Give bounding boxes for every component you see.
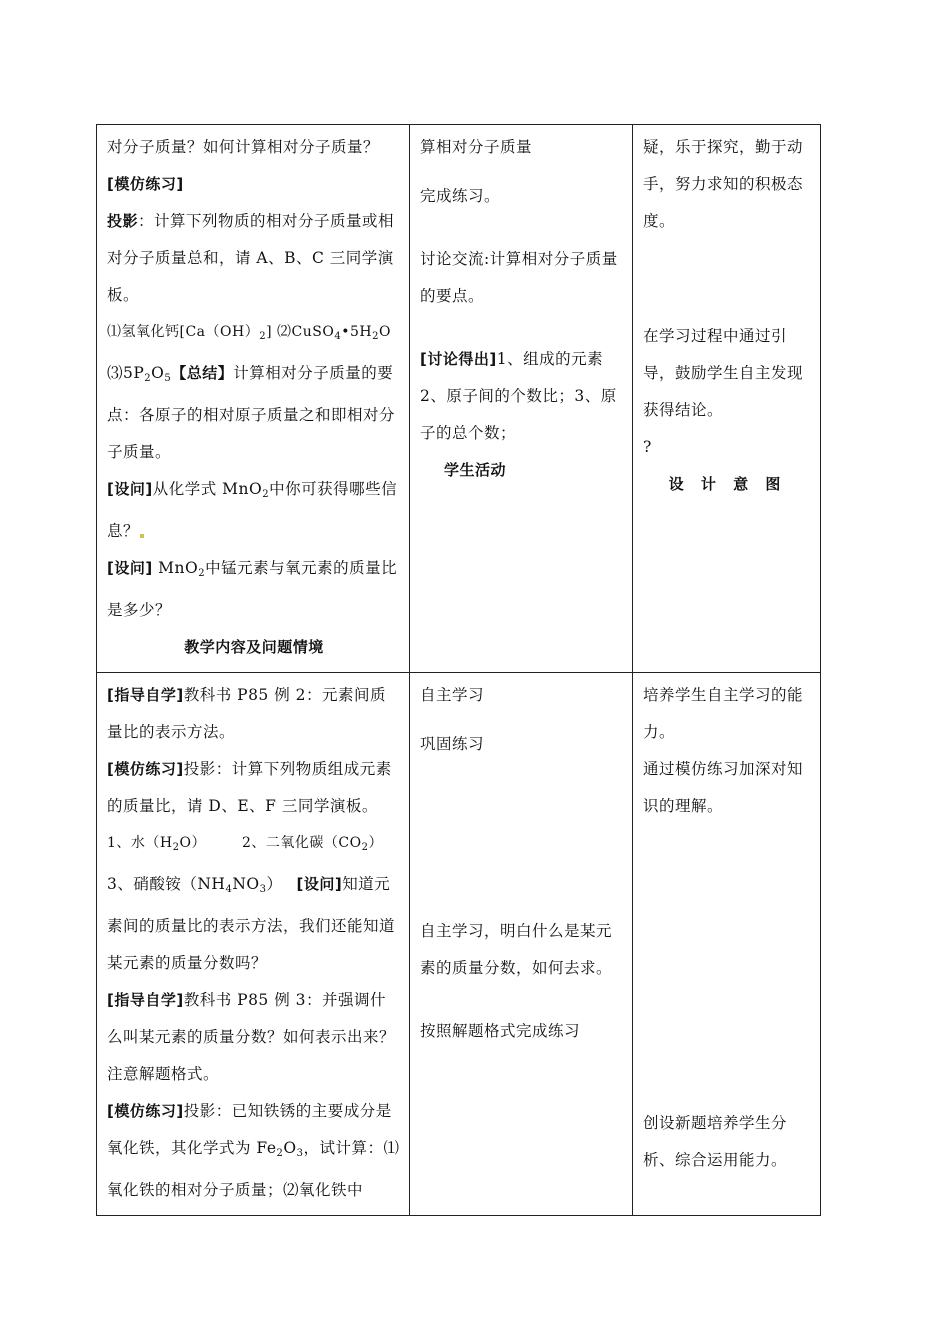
question-label: [设问] (107, 480, 153, 498)
imitate-paragraph (107, 751, 401, 825)
guide-paragraph (107, 677, 401, 751)
subscript: 4 (225, 884, 233, 895)
exercise-text: 1、水（H (107, 835, 173, 851)
exercise-text: ） (266, 875, 283, 893)
design-intent-cell (633, 673, 821, 1216)
exercise-text: 2、二氧化碳（CO (241, 835, 362, 851)
guide-paragraph (107, 982, 401, 1093)
summary-text: 计算相对分子质量的要点：各原子的相对原子质量之和即相对分子质量。 (107, 364, 396, 461)
exercise-text: NO (232, 875, 260, 893)
summary-paragraph (107, 355, 401, 471)
formula-text: ] ⑵CuSO (266, 324, 335, 340)
question-label: [设问] (296, 875, 343, 893)
conclusion-text: 1、组成的元素 2、原子间的个数比；3、原子的总个数； (420, 350, 617, 442)
text-line: 自主学习 (420, 686, 485, 704)
question-text: 中锰元素与氧元素的质量比是多少？ (107, 559, 398, 619)
lesson-plan-table (96, 124, 821, 1216)
conclusion-label: [讨论得出] (420, 350, 497, 368)
text-line: 讨论交流:计算相对分子质量的要点。 (420, 250, 618, 305)
imitate-practice-heading: [模仿练习] (107, 175, 184, 193)
formula-text: O (378, 324, 391, 340)
projection-paragraph (107, 203, 401, 314)
text-line: 培养学生自主学习的能力。 (643, 686, 804, 741)
question-paragraph (107, 866, 401, 982)
column-heading: 教学内容及问题情境 (184, 638, 324, 656)
student-activity-cell (410, 673, 633, 1216)
text-line: 算相对分子质量 (420, 138, 533, 156)
imitate-text: 投影：已知铁锈的主要成分是氧化铁，其化学式为 Fe (107, 1102, 392, 1157)
conclusion-paragraph (420, 341, 624, 452)
guide-label: [指导自学] (107, 991, 184, 1009)
subscript: 4 (334, 331, 342, 342)
question-text: 中你可获得哪些信息？ (107, 480, 398, 540)
imitate-paragraph (107, 1093, 401, 1209)
subscript: 2 (276, 1148, 284, 1159)
subscript: 2 (262, 489, 270, 500)
formula-text: •5H (341, 324, 373, 340)
projection-label: 投影 (107, 212, 139, 230)
formula-text: ⑶5P (107, 364, 145, 382)
text-line: 通过模仿练习加深对知识的理解。 (643, 760, 804, 815)
text-line: 完成练习。 (420, 187, 501, 205)
formula-line (107, 314, 401, 355)
formula-text: ⑴氢氧化钙[Ca（OH） (107, 324, 260, 340)
question-text: 知道元素间的质量比的表示方法，我们还能知道某元素的质量分数吗？ (107, 875, 396, 972)
imitate-text: ，试计算：⑴氧化铁的相对分子质量；⑵氧化铁中 (107, 1139, 400, 1199)
imitate-label: [模仿练习] (107, 760, 184, 778)
subscript: 2 (198, 568, 206, 579)
subscript: 3 (259, 884, 267, 895)
guide-text: 教科书 P85 例 3：并强调什么叫某元素的质量分数？如何表示出来？注意解题格式。 (107, 991, 396, 1083)
question-text: 从化学式 MnO (152, 480, 263, 498)
text-line: 对分子质量？如何计算相对分子质量？ (107, 138, 380, 156)
table-row (97, 673, 821, 1216)
design-intent-cell (633, 125, 821, 673)
exercise-text: ） (368, 835, 383, 851)
exercise-text: O） (179, 835, 206, 851)
question-label: [设问] (107, 559, 153, 577)
column-heading: 设 计 意 图 (668, 475, 787, 493)
formula-text: O (151, 364, 165, 382)
subscript: 2 (144, 373, 152, 384)
table-row (97, 125, 821, 673)
text-line: 创设新题培养学生分析、综合运用能力。 (643, 1114, 788, 1169)
text-line: 巩固练习 (420, 735, 485, 753)
guide-text: 教科书 P85 例 2：元素间质量比的表示方法。 (107, 686, 387, 741)
text-line: 疑，乐于探究，勤于动手，努力求知的积极态度。 (643, 138, 804, 230)
question-text: MnO (152, 559, 199, 577)
teaching-content-cell (97, 125, 410, 673)
subscript: 2 (361, 842, 369, 853)
student-activity-cell (410, 125, 633, 673)
guide-label: [指导自学] (107, 686, 184, 704)
summary-label: 【总结】 (171, 364, 234, 382)
question-paragraph (107, 550, 401, 629)
highlight-mark (140, 534, 144, 538)
exercise-line (107, 825, 401, 866)
subscript: 2 (259, 331, 267, 342)
subscript: 2 (172, 842, 180, 853)
teaching-content-cell (97, 673, 410, 1216)
subscript: 5 (164, 373, 172, 384)
exercise-text: 3、硝酸铵（NH (107, 875, 226, 893)
text-line: 按照解题格式完成练习 (420, 1022, 581, 1040)
text-line: 在学习过程中通过引导，鼓励学生自主发现获得结论。 (643, 327, 804, 419)
subscript: 2 (372, 331, 379, 342)
column-heading: 学生活动 (444, 461, 507, 479)
subscript: 3 (296, 1148, 304, 1159)
question-paragraph (107, 471, 401, 550)
projection-text: ：计算下列物质的相对分子质量或相对分子质量总和，请 A、B、C 三同学演板。 (107, 212, 395, 304)
imitate-text: O (283, 1139, 297, 1157)
text-line: ? (643, 438, 652, 456)
text-line: 自主学习，明白什么是某元素的质量分数，如何去求。 (420, 922, 613, 977)
imitate-text: 投影：计算下列物质组成元素的质量比，请 D、E、F 三同学演板。 (107, 760, 392, 815)
imitate-label: [模仿练习] (107, 1102, 184, 1120)
